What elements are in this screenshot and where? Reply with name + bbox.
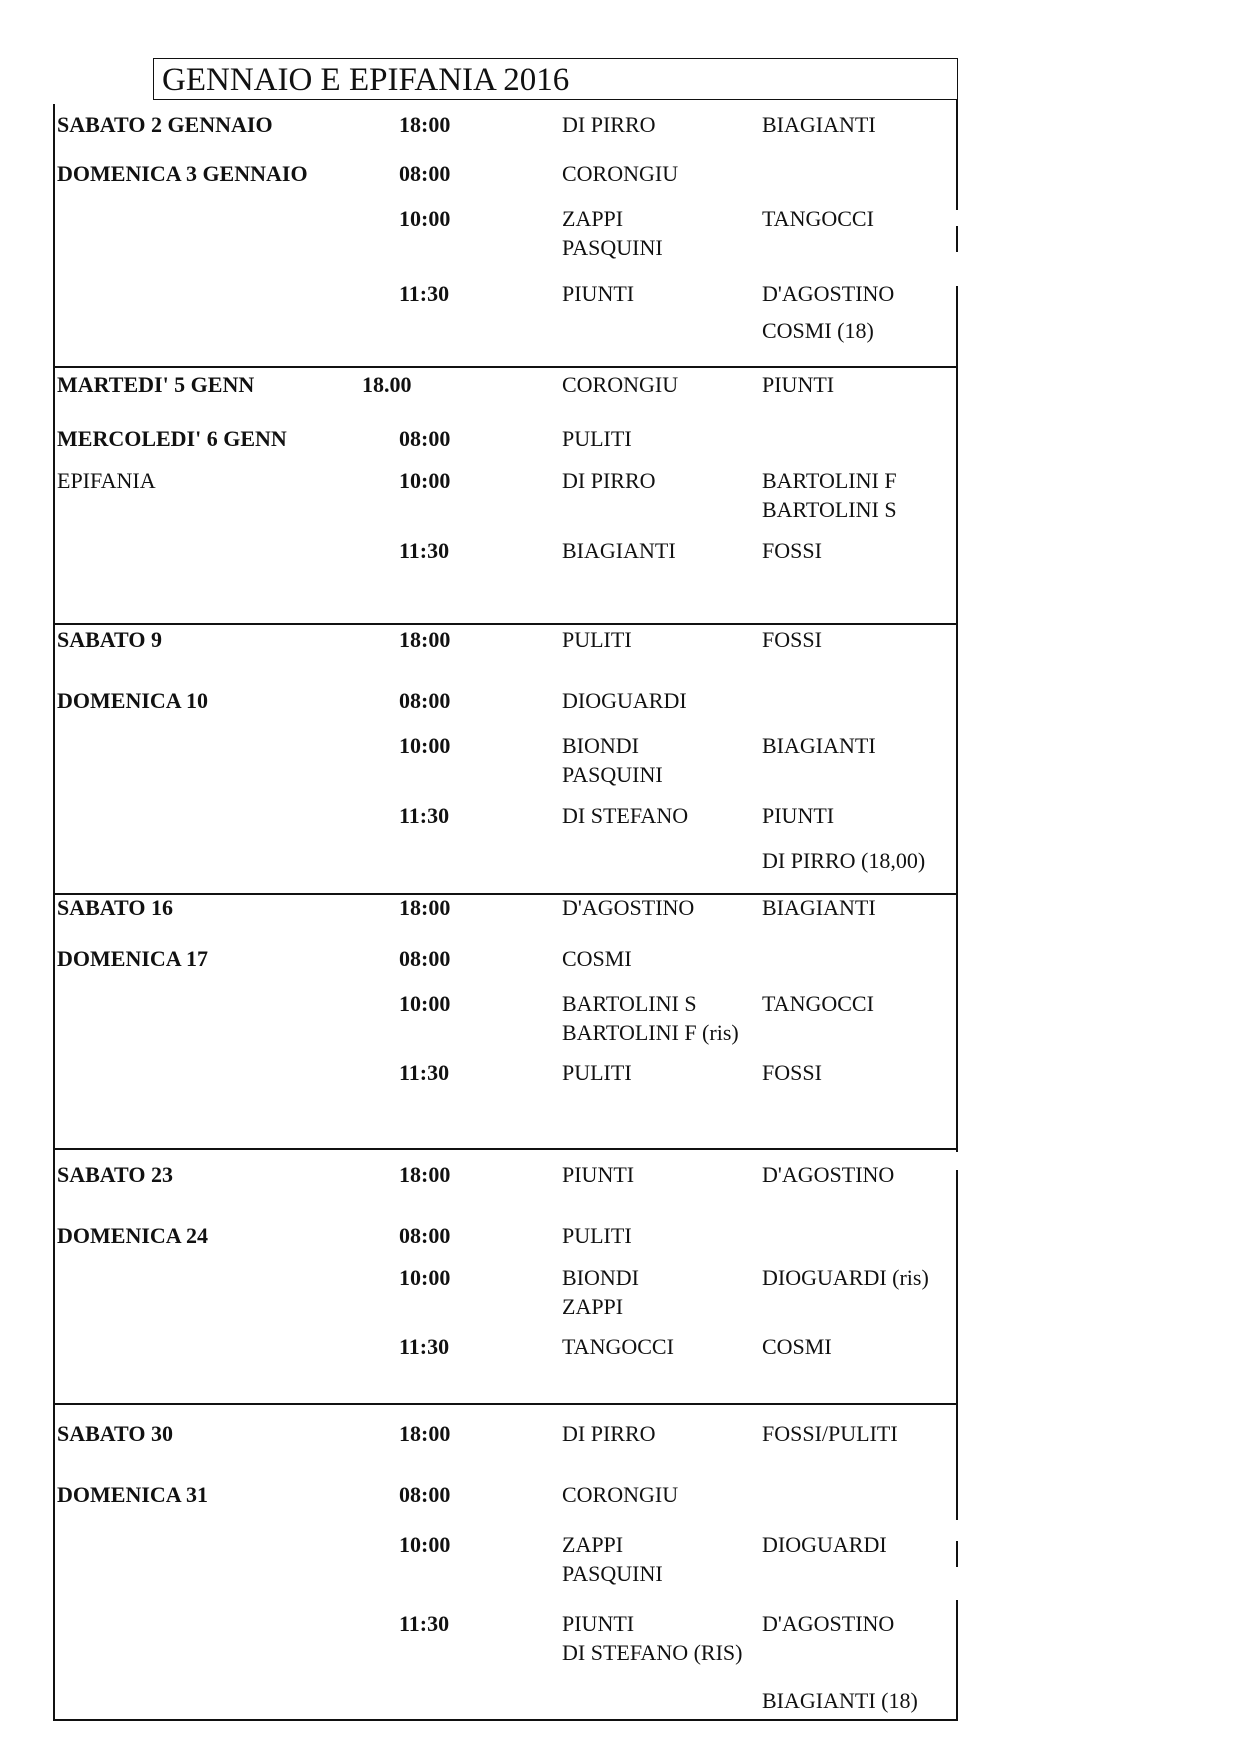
day-label: DOMENICA 10 [57, 688, 208, 713]
mass-time: 08:00 [399, 1482, 451, 1507]
celebrant-name: CORONGIU [562, 161, 679, 186]
assistant-name: FOSSI/PULITI [762, 1421, 898, 1446]
mass-time: 11:30 [399, 803, 450, 828]
mass-time: 08:00 [399, 688, 451, 713]
mass-time: 18:00 [399, 1421, 451, 1446]
celebrant-name: BIONDI [562, 1265, 639, 1290]
assistant-name: PIUNTI [762, 372, 835, 397]
mass-time: 10:00 [399, 468, 451, 493]
day-label: MARTEDI' 5 GENN [57, 372, 255, 397]
right-border [956, 226, 958, 252]
celebrant-name: PIUNTI [562, 1611, 635, 1636]
celebrant-name: DIOGUARDI [562, 688, 687, 713]
celebrant-name: PIUNTI [562, 1162, 635, 1187]
day-label: SABATO 2 GENNAIO [57, 112, 273, 137]
celebrant-name: DI STEFANO [562, 803, 689, 828]
assistant-name: D'AGOSTINO [762, 1162, 895, 1187]
celebrant-name: TANGOCCI [562, 1334, 674, 1359]
mass-time: 10:00 [399, 991, 451, 1016]
day-label: EPIFANIA [57, 468, 156, 493]
celebrant-name: PASQUINI [562, 1561, 663, 1586]
mass-time: 10:00 [399, 1532, 451, 1557]
mass-time: 18:00 [399, 895, 451, 920]
mass-time: 11:30 [399, 538, 450, 563]
day-label: SABATO 16 [57, 895, 173, 920]
section-divider [53, 1719, 958, 1721]
celebrant-name: PASQUINI [562, 235, 663, 260]
right-border [956, 286, 958, 1152]
mass-time: 11:30 [399, 281, 450, 306]
mass-time: 18:00 [399, 1162, 451, 1187]
celebrant-name: D'AGOSTINO [562, 895, 695, 920]
celebrant-name: BIAGIANTI [562, 538, 676, 563]
celebrant-name: COSMI [562, 946, 632, 971]
day-label: DOMENICA 17 [57, 946, 208, 971]
section-divider [53, 1148, 958, 1150]
celebrant-name: BIONDI [562, 733, 639, 758]
celebrant-name: DI PIRRO [562, 1421, 656, 1446]
mass-time: 11:30 [399, 1611, 450, 1636]
assistant-name: DIOGUARDI (ris) [762, 1265, 929, 1290]
mass-time: 18:00 [399, 627, 451, 652]
day-label: SABATO 30 [57, 1421, 173, 1446]
celebrant-name: PULITI [562, 1223, 632, 1248]
day-label: DOMENICA 24 [57, 1223, 208, 1248]
day-label: DOMENICA 3 GENNAIO [57, 161, 308, 186]
assistant-name: DIOGUARDI [762, 1532, 887, 1557]
assistant-name: PIUNTI [762, 803, 835, 828]
celebrant-name: PASQUINI [562, 762, 663, 787]
celebrant-name: DI STEFANO (RIS) [562, 1640, 743, 1665]
assistant-name: DI PIRRO (18,00) [762, 848, 926, 873]
celebrant-name: ZAPPI [562, 206, 624, 231]
day-label: MERCOLEDI' 6 GENN [57, 426, 287, 451]
page-title: GENNAIO E EPIFANIA 2016 [162, 62, 570, 98]
celebrant-name: CORONGIU [562, 372, 679, 397]
mass-time: 08:00 [399, 161, 451, 186]
day-label: SABATO 9 [57, 627, 162, 652]
celebrant-name: BARTOLINI F (ris) [562, 1020, 739, 1045]
right-border [956, 100, 958, 210]
celebrant-name: CORONGIU [562, 1482, 679, 1507]
left-border [53, 104, 55, 1721]
right-border [956, 1541, 958, 1567]
assistant-name: BIAGIANTI [762, 112, 876, 137]
mass-time: 10:00 [399, 1265, 451, 1290]
day-label: DOMENICA 31 [57, 1482, 208, 1507]
assistant-name: BIAGIANTI [762, 895, 876, 920]
assistant-name: FOSSI [762, 538, 822, 563]
assistant-name: TANGOCCI [762, 206, 874, 231]
assistant-name: BIAGIANTI (18) [762, 1688, 918, 1713]
mass-time: 11:30 [399, 1060, 450, 1085]
mass-time: 08:00 [399, 1223, 451, 1248]
mass-time: 10:00 [399, 206, 451, 231]
celebrant-name: ZAPPI [562, 1294, 624, 1319]
celebrant-name: DI PIRRO [562, 468, 656, 493]
celebrant-name: ZAPPI [562, 1532, 624, 1557]
celebrant-name: PIUNTI [562, 281, 635, 306]
mass-time: 10:00 [399, 733, 451, 758]
celebrant-name: PULITI [562, 426, 632, 451]
title-box [153, 58, 958, 100]
celebrant-name: BARTOLINI S [562, 991, 697, 1016]
assistant-name: D'AGOSTINO [762, 1611, 895, 1636]
mass-time: 11:30 [399, 1334, 450, 1359]
mass-time: 08:00 [399, 426, 451, 451]
assistant-name: BARTOLINI S [762, 497, 897, 522]
day-label: SABATO 23 [57, 1162, 173, 1187]
celebrant-name: PULITI [562, 627, 632, 652]
mass-time: 18:00 [399, 112, 451, 137]
right-border [956, 1170, 958, 1520]
celebrant-name: PULITI [562, 1060, 632, 1085]
section-divider [53, 623, 958, 625]
mass-time: 18.00 [362, 372, 412, 397]
assistant-name: BIAGIANTI [762, 733, 876, 758]
section-divider [53, 366, 958, 368]
section-divider [53, 1403, 958, 1405]
celebrant-name: DI PIRRO [562, 112, 656, 137]
assistant-name: FOSSI [762, 1060, 822, 1085]
right-border [956, 1600, 958, 1721]
mass-time: 08:00 [399, 946, 451, 971]
assistant-name: TANGOCCI [762, 991, 874, 1016]
assistant-name: FOSSI [762, 627, 822, 652]
assistant-name: COSMI [762, 1334, 832, 1359]
assistant-name: COSMI (18) [762, 318, 874, 343]
assistant-name: BARTOLINI F [762, 468, 897, 493]
assistant-name: D'AGOSTINO [762, 281, 895, 306]
